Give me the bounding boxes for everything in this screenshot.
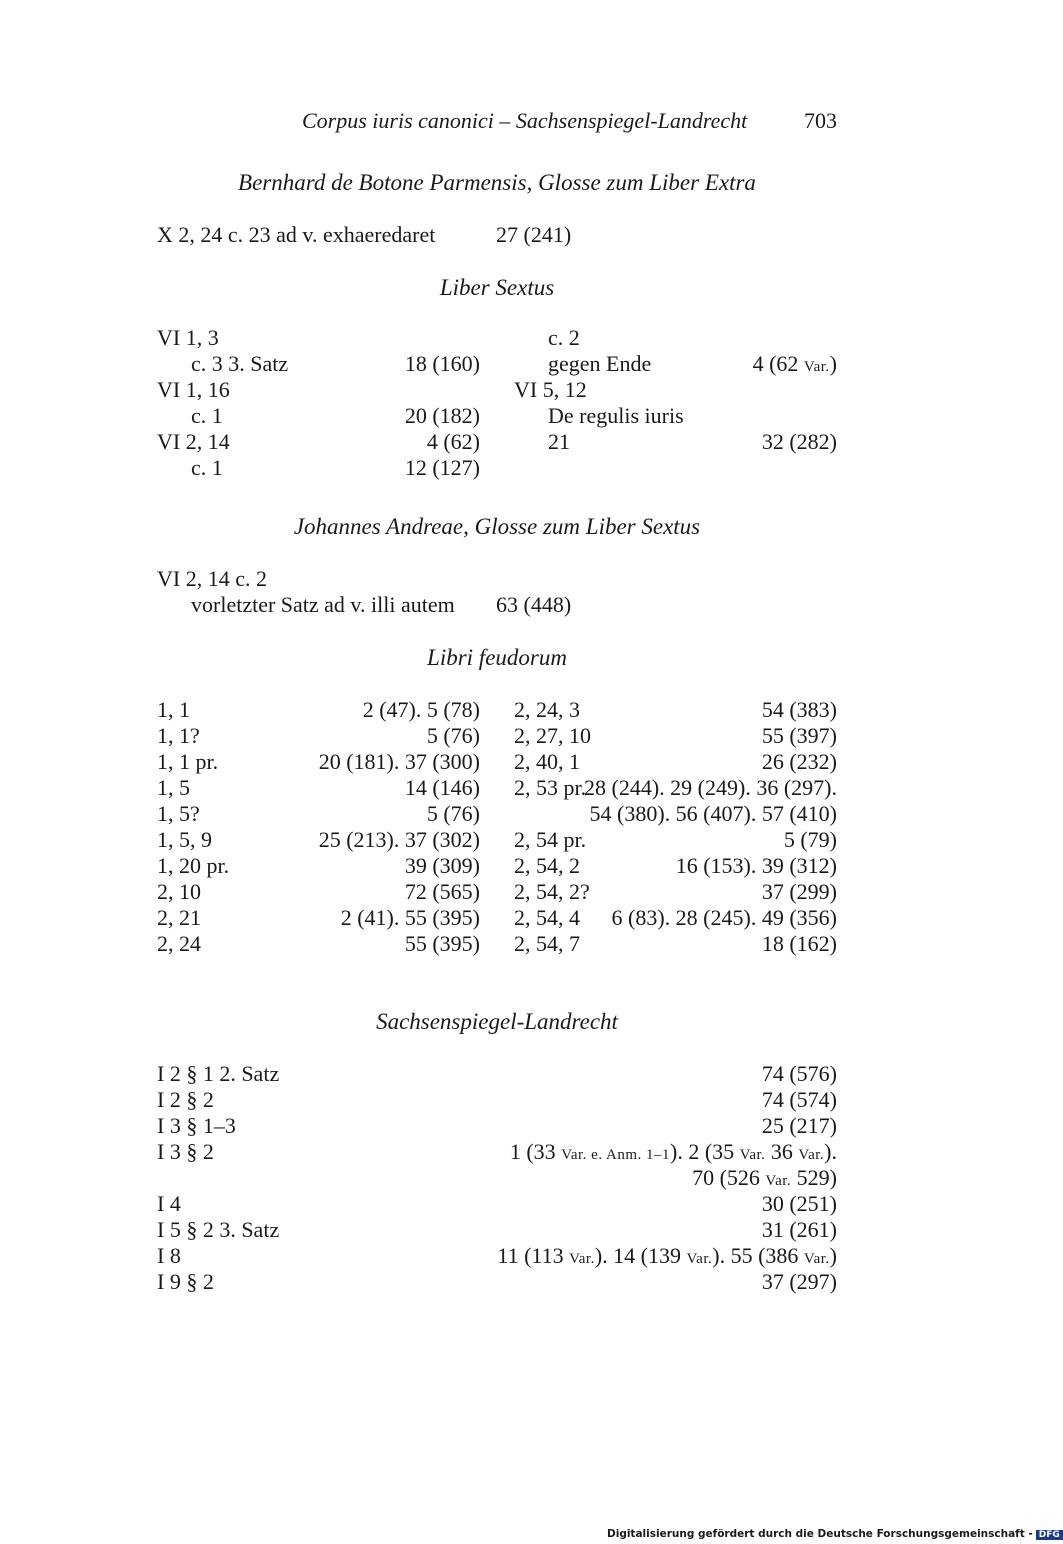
- index-ref: I 3 § 2: [157, 1139, 214, 1164]
- section-heading: Bernhard de Botone Parmensis, Glosse zum Liber Extra: [238, 170, 756, 195]
- index-row: [157, 723, 837, 749]
- index-ref: I 8: [157, 1243, 181, 1268]
- index-pages: 30 (251): [761, 1191, 837, 1216]
- index-row: [157, 429, 837, 455]
- index-ref: VI 2, 14 c. 2: [157, 566, 267, 591]
- index-pages: 18 (162): [761, 931, 837, 956]
- index-ref: 1, 5?: [157, 801, 200, 826]
- digitization-footer: [607, 1528, 1060, 1542]
- section-heading: Libri feudorum: [427, 645, 567, 670]
- index-row: [157, 853, 837, 879]
- section-sachsenspiegel: [157, 1007, 837, 1295]
- section-johannes-andreae: [157, 512, 837, 618]
- index-ref: 2, 54, 2: [514, 853, 580, 878]
- index-ref: 2, 21: [157, 905, 201, 930]
- index-row: [157, 1061, 837, 1087]
- section-liber-sextus: [157, 273, 837, 481]
- index-pages: 63 (448): [496, 592, 572, 617]
- index-row: [157, 1217, 837, 1243]
- footer-text: Digitalisierung gefördert durch die Deutsche Forschungsgemeinschaft -: [607, 1528, 1033, 1540]
- index-row: [157, 325, 837, 351]
- index-ref: VI 1, 3: [157, 325, 219, 350]
- index-pages: 16 (153). 39 (312): [675, 853, 837, 878]
- index-pages: 25 (217): [761, 1113, 837, 1138]
- index-row: [157, 879, 837, 905]
- index-row: [157, 455, 837, 481]
- variant-mark: Var.: [739, 1147, 766, 1163]
- index-ref: 1, 1?: [157, 723, 200, 748]
- index-row: [157, 1269, 837, 1295]
- index-ref: I 5 § 2 3. Satz: [157, 1217, 280, 1242]
- index-pages: 2 (41). 55 (395): [340, 905, 480, 930]
- section-libri-feudorum: [157, 643, 837, 957]
- index-ref: 1, 5, 9: [157, 827, 212, 852]
- index-pages: 37 (299): [761, 879, 837, 904]
- index-pages: 74 (576): [761, 1061, 837, 1086]
- index-pages: 27 (241): [496, 222, 572, 247]
- index-ref: 1, 1: [157, 697, 190, 722]
- index-pages: 5 (76): [426, 801, 480, 826]
- index-ref: VI 2, 14: [157, 429, 230, 454]
- section-heading: Johannes Andreae, Glosse zum Liber Sextus: [293, 514, 701, 539]
- index-row: [157, 351, 837, 377]
- variant-mark: Var.: [765, 1173, 792, 1189]
- index-ref: 2, 53 pr.: [514, 775, 587, 800]
- index-pages: 18 (160): [404, 351, 480, 376]
- index-ref: De regulis iuris: [548, 403, 684, 428]
- index-pages: 1 (33 Var. e. Anm. 1–1). 2 (35 Var. 36 Var.).: [509, 1139, 837, 1164]
- index-row: [157, 1087, 837, 1113]
- index-ref: I 9 § 2: [157, 1269, 214, 1294]
- index-row: [157, 801, 837, 827]
- index-pages: 2 (47). 5 (78): [362, 697, 480, 722]
- index-ref: X 2, 24 c. 23 ad v. exhaeredaret: [157, 222, 436, 247]
- index-ref: c. 3 3. Satz: [191, 351, 289, 376]
- index-ref: 2, 54 pr.: [514, 827, 587, 852]
- index-pages: 4 (62 Var.): [752, 351, 837, 376]
- index-pages: 5 (79): [783, 827, 837, 852]
- index-pages: 6 (83). 28 (245). 49 (356): [611, 905, 837, 930]
- index-row: [157, 1243, 837, 1269]
- index-row: [157, 931, 837, 957]
- index-pages: 39 (309): [404, 853, 480, 878]
- index-ref: 1, 20 pr.: [157, 853, 230, 878]
- index-pages: 11 (113 Var.). 14 (139 Var.). 55 (386 Var.): [497, 1243, 837, 1268]
- index-row: [157, 592, 837, 618]
- index-pages: 74 (574): [761, 1087, 837, 1112]
- index-ref: 2, 27, 10: [514, 723, 591, 748]
- index-row: [157, 566, 837, 592]
- running-head: [0, 108, 1000, 138]
- index-pages: 28 (244). 29 (249). 36 (297).: [584, 775, 837, 800]
- variant-mark: Var.: [803, 1251, 830, 1267]
- index-row: [157, 905, 837, 931]
- index-pages: 12 (127): [404, 455, 480, 480]
- index-ref: 1, 5: [157, 775, 190, 800]
- variant-mark: Var.: [798, 1147, 825, 1163]
- index-row: [157, 1165, 837, 1191]
- variant-mark: Var.: [569, 1251, 595, 1267]
- index-ref: I 3 § 1–3: [157, 1113, 236, 1138]
- dfg-logo: DFG: [1036, 1530, 1063, 1540]
- index-ref: c. 2: [548, 325, 580, 350]
- index-row: [157, 377, 837, 403]
- index-pages: 5 (76): [426, 723, 480, 748]
- index-pages: 26 (232): [761, 749, 837, 774]
- index-pages: 54 (383): [761, 697, 837, 722]
- index-ref: I 2 § 1 2. Satz: [157, 1061, 280, 1086]
- index-pages: 20 (182): [404, 403, 480, 428]
- index-ref: VI 5, 12: [514, 377, 587, 402]
- index-pages: 72 (565): [404, 879, 480, 904]
- variant-mark: Var.: [803, 359, 830, 375]
- index-ref: 2, 10: [157, 879, 201, 904]
- index-pages: 14 (146): [404, 775, 480, 800]
- index-ref: gegen Ende: [548, 351, 652, 376]
- index-pages: 55 (397): [761, 723, 837, 748]
- index-ref: c. 1: [191, 455, 223, 480]
- index-pages: 32 (282): [761, 429, 837, 454]
- index-ref: 2, 54, 4: [514, 905, 580, 930]
- index-row: [157, 222, 837, 248]
- index-ref: 1, 1 pr.: [157, 749, 219, 774]
- index-pages: 4 (62): [426, 429, 480, 454]
- index-ref: 2, 40, 1: [514, 749, 580, 774]
- variant-mark: Var. e. Anm. 1–1: [561, 1147, 671, 1163]
- index-pages: 54 (380). 56 (407). 57 (410): [589, 801, 837, 826]
- index-row: [157, 749, 837, 775]
- index-ref: 2, 54, 7: [514, 931, 580, 956]
- index-row: [157, 775, 837, 801]
- index-pages: 31 (261): [761, 1217, 837, 1242]
- index-ref: I 2 § 2: [157, 1087, 214, 1112]
- index-row: [157, 1139, 837, 1165]
- index-ref: c. 1: [191, 403, 223, 428]
- index-ref: 2, 54, 2?: [514, 879, 590, 904]
- index-pages: 20 (181). 37 (300): [318, 749, 480, 774]
- index-ref: I 4: [157, 1191, 181, 1216]
- section-bernhard: [157, 168, 837, 248]
- index-ref: vorletzter Satz ad v. illi autem: [191, 592, 455, 617]
- index-ref: VI 1, 16: [157, 377, 230, 402]
- section-heading: Sachsenspiegel-Landrecht: [376, 1009, 618, 1034]
- index-pages: 55 (395): [404, 931, 480, 956]
- index-pages: 25 (213). 37 (302): [318, 827, 480, 852]
- index-ref: 21: [548, 429, 570, 454]
- index-ref: 2, 24: [157, 931, 201, 956]
- section-heading: Liber Sextus: [439, 275, 555, 300]
- index-ref: 2, 24, 3: [514, 697, 580, 722]
- index-row: [157, 1113, 837, 1139]
- running-title: Corpus iuris canonici – Sachsenspiegel-Landrecht: [302, 108, 748, 133]
- index-row: [157, 697, 837, 723]
- index-pages: 37 (297): [761, 1269, 837, 1294]
- index-row: [157, 403, 837, 429]
- index-row: [157, 1191, 837, 1217]
- index-pages: 70 (526 Var. 529): [692, 1165, 837, 1190]
- index-row: [157, 827, 837, 853]
- variant-mark: Var.: [686, 1251, 713, 1267]
- page-number: 703: [804, 108, 837, 133]
